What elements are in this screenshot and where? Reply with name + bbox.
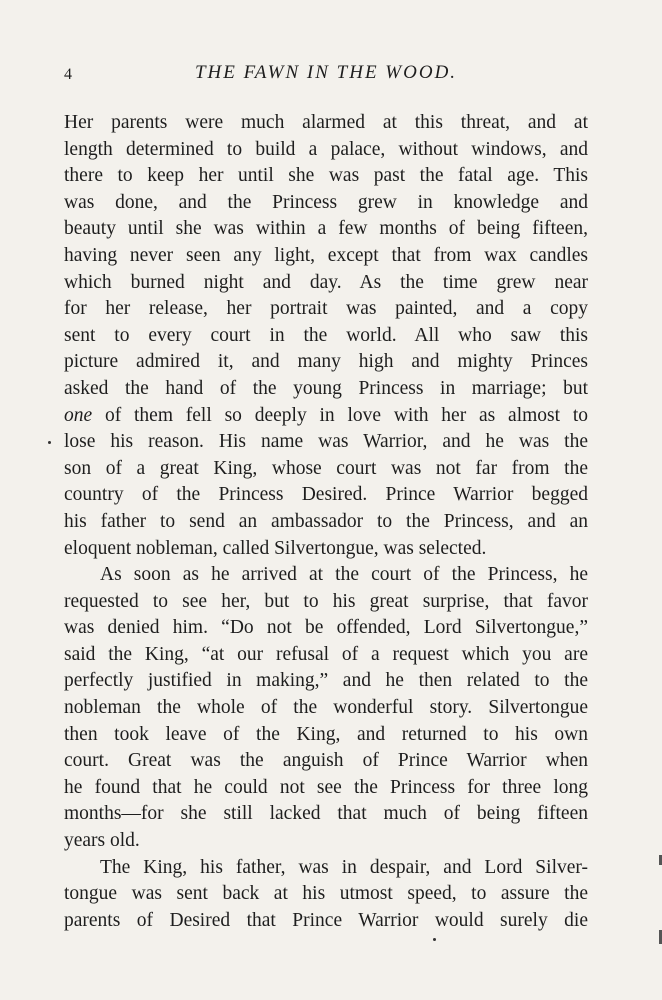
paragraph: [64, 562, 588, 855]
text-line: perfectly justified in making,” and he then related to the: [64, 670, 588, 692]
ink-speck: [48, 441, 51, 444]
text-line: tongue was sent back at his utmost speed, to assure the: [64, 883, 588, 905]
text-line: having never seen any light, except that from wax candles: [64, 244, 588, 266]
page-number: 4: [64, 66, 72, 83]
text-line: eloquent nobleman, called Silvertongue, was selected.: [64, 537, 487, 559]
text-line: sent to every court in the world. All who saw this: [64, 324, 588, 346]
text-line: beauty until she was within a few months of being fifteen,: [64, 218, 588, 240]
text-line: The King, his father, was in despair, and Lord Silver-: [100, 856, 588, 878]
ink-speck: [433, 938, 436, 941]
text-line: Her parents were much alarmed at this threat, and at: [64, 112, 588, 133]
text-line: which burned night and day. As the time grew near: [64, 271, 588, 293]
text-line: As soon as he arrived at the court of the Princess, he: [100, 564, 588, 586]
text-line: his father to send an ambassador to the Princess, and an: [64, 510, 588, 532]
text-line: son of a great King, whose court was not far from the: [64, 457, 588, 479]
paragraph: [64, 855, 588, 935]
text-line: there to keep her until she was past the fatal age. This: [64, 165, 588, 187]
text-line: said the King, “at our refusal of a request which you are: [64, 643, 588, 665]
text-line: months—for she still lacked that much of being fifteen: [64, 803, 588, 825]
text-line: length determined to build a palace, without windows, and: [64, 138, 588, 160]
text-line: parents of Desired that Prince Warrior would surely die: [64, 909, 588, 931]
text-line: he found that he could not see the Princess for three long: [64, 776, 588, 798]
text-line: lose his reason. His name was Warrior, and he was the: [64, 431, 588, 453]
text-line: was denied him. “Do not be offended, Lord Silvertongue,”: [64, 617, 588, 639]
paragraph: [64, 110, 588, 562]
text-line: was done, and the Princess grew in knowledge and: [64, 191, 588, 213]
text-line: asked the hand of the young Princess in marriage; but: [64, 377, 588, 399]
text-line: nobleman the whole of the wonderful story. Silvertongue: [64, 697, 588, 719]
text-line: then took leave of the King, and returned to his own: [64, 723, 588, 745]
text-line: for her release, her portrait was painted, and a copy: [64, 298, 588, 320]
text-line: picture admired it, and many high and mighty Princes: [64, 351, 588, 373]
running-title: THE FAWN IN THE WOOD.: [194, 62, 458, 83]
text-line: requested to see her, but to his great surprise, that favor: [64, 590, 588, 612]
body-text: [64, 110, 588, 934]
text-line: court. Great was the anguish of Prince Warrior when: [64, 750, 588, 772]
emphasized-word: one: [64, 404, 93, 426]
text-line: years old.: [64, 830, 140, 852]
text-line: one of them fell so deeply in love with her as almost to: [64, 404, 588, 426]
text-line: country of the Princess Desired. Prince Warrior begged: [64, 484, 588, 506]
page-header: [64, 62, 588, 92]
